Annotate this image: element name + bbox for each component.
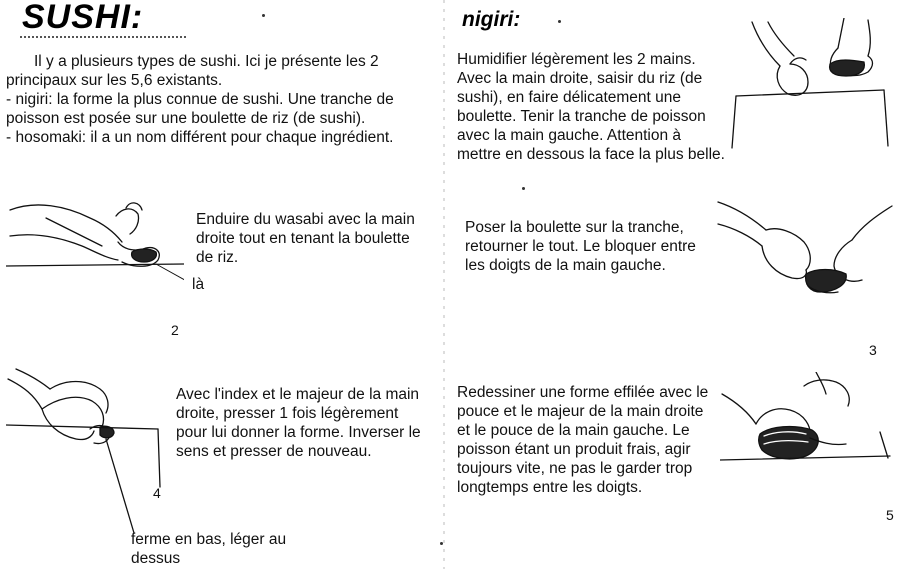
scan-speck (440, 542, 443, 545)
title-underline (20, 36, 188, 38)
page-title: SUSHI: (22, 0, 144, 36)
scan-speck (262, 14, 265, 17)
step-number: 4 (153, 485, 161, 501)
shape-step-text: Redessiner une forme effilée avec le pouce et le majeur de la main droite et le pouce de la main gauche. Le poisson étant un produit frais, agir toujours vite, ne pas le garder trop longtemps entre les doigts. (457, 384, 709, 496)
flip-step-text: Poser la boulette sur la tranche, retourner le tout. Le bloquer entre les doigts de la main gauche. (465, 219, 696, 274)
intro-paragraph-1: Il y a plusieurs types de sushi. Ici je présente les 2 principaux sur les 5,6 existants. (6, 53, 379, 89)
scan-speck (522, 187, 525, 190)
wasabi-step-text: Enduire du wasabi avec la main droite tout en tenant la boulette de riz. (196, 211, 415, 266)
intro-paragraph-2: - nigiri: la forme la plus connue de sushi. Une tranche de poisson est posée sur une boulette de riz (de sushi). (6, 91, 394, 127)
step-number: 2 (171, 322, 179, 338)
humidify-step-text: Humidifier légèrement les 2 mains. Avec la main droite, saisir du riz (de sushi), en faire délicatement une boulette. Tenir la tranche de poisson avec la main gauche. Attention à mettre en dessous la face la plus belle. (457, 51, 725, 163)
rice-ball-hands-illustration (728, 18, 896, 156)
scan-speck (558, 20, 561, 23)
flip-hands-illustration (716, 196, 894, 314)
step-number: 3 (869, 342, 877, 358)
press-step-caption: ferme en bas, léger au dessus (131, 531, 287, 567)
wasabi-pointer-label: là (192, 276, 205, 293)
wasabi-hand-illustration (6, 188, 184, 288)
intro-paragraph-3: - hosomaki: il a un nom différent pour chaque ingrédient. (6, 129, 394, 146)
page-fold-divider (443, 0, 445, 569)
shaping-hands-illustration (720, 372, 894, 500)
step-number: 5 (886, 507, 894, 523)
section-title: nigiri: (462, 8, 521, 31)
press-step-text: Avec l'index et le majeur de la main droite, presser 1 fois légèrement pour lui donner la forme. Inverser le sens et presser de nouveau. (176, 386, 421, 460)
press-hand-illustration (6, 365, 178, 535)
intro-text (6, 52, 436, 147)
